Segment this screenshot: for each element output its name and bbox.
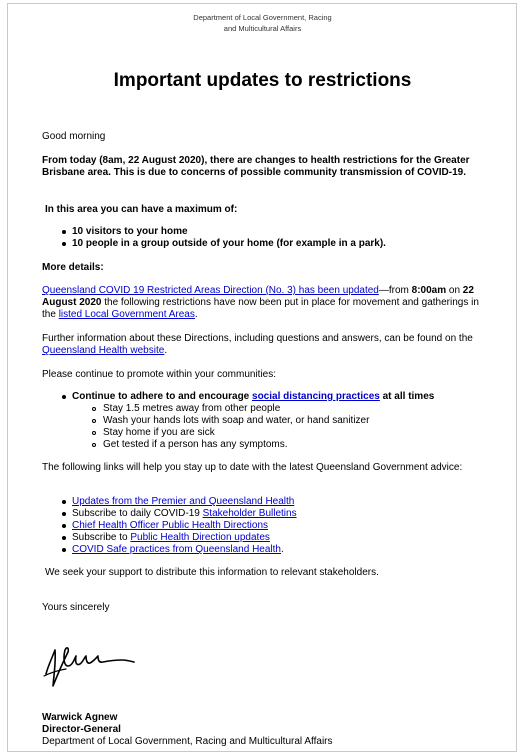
- local-government-areas-link[interactable]: listed Local Government Areas: [58, 309, 195, 320]
- covid-safe-end: .: [280, 544, 284, 555]
- greeting: Good morning: [42, 131, 106, 142]
- links-intro: The following links will help you stay up to date with the latest Queensland Government advice:: [42, 462, 463, 473]
- stakeholder-bulletins-link[interactable]: Stakeholder Bulletins: [202, 508, 297, 519]
- intro-paragraph: From today (8am, 22 August 2020), there are changes to health restrictions for the Greater Brisbane area. This is due to concerns of possible community transmission of COVID-19.: [42, 155, 470, 178]
- direction-on: on: [446, 285, 463, 296]
- bullet-icon: [62, 395, 66, 399]
- queensland-health-website-link[interactable]: Queensland Health website: [42, 345, 165, 356]
- sub-bullet-icon: [92, 419, 96, 423]
- sub-bullet-icon: [92, 443, 96, 447]
- closing: Yours sincerely: [42, 602, 110, 613]
- promote-text: Please continue to promote within your communities:: [42, 369, 277, 380]
- premier-updates-link[interactable]: Updates from the Premier and Queensland Health: [72, 496, 295, 507]
- direction-updated-link[interactable]: Queensland COVID 19 Restricted Areas Direction (No. 3) has been updated: [42, 285, 379, 296]
- department-name-line-1: Department of Local Government, Racing: [193, 13, 332, 22]
- adhere-end: at all times: [379, 391, 435, 402]
- further-info-end: .: [164, 345, 168, 356]
- link-item-premier: [72, 496, 294, 508]
- direction-date: 22 August 2020: [42, 285, 474, 308]
- bullet-icon: [62, 512, 66, 516]
- further-info-text: Further information about these Directions, including questions and answers, can be found on the: [42, 333, 473, 344]
- further-info-paragraph: [42, 333, 487, 357]
- maximum-item-visitors: 10 visitors to your home: [72, 226, 188, 237]
- direction-end: .: [194, 309, 198, 320]
- direction-dash: —from: [378, 285, 409, 296]
- practice-item-distance: Stay 1.5 metres away from other people: [103, 403, 281, 414]
- direction-paragraph: [42, 285, 487, 321]
- subscribe-to-text: Subscribe to: [72, 532, 131, 543]
- more-details-heading: More details:: [42, 262, 104, 273]
- cho-directions-link[interactable]: Chief Health Officer Public Health Directions: [72, 520, 269, 531]
- practice-item-stay-home: Stay home if you are sick: [103, 427, 215, 438]
- practice-item-wash-hands: Wash your hands lots with soap and water, or hand sanitizer: [103, 415, 370, 426]
- practice-item-get-tested: Get tested if a person has any symptoms.: [103, 439, 288, 450]
- direction-updates-link[interactable]: Public Health Direction updates: [130, 532, 270, 543]
- bullet-icon: [62, 230, 66, 234]
- covid-safe-link[interactable]: COVID Safe practices from Queensland Health: [72, 544, 281, 555]
- bullet-icon: [62, 536, 66, 540]
- bullet-icon: [62, 500, 66, 504]
- link-item-cho: [72, 520, 268, 532]
- signatory-name: Warwick Agnew: [42, 712, 118, 723]
- link-item-covid-safe: [72, 544, 284, 556]
- social-distancing-link[interactable]: social distancing practices: [252, 391, 380, 402]
- signatory-department: Department of Local Government, Racing and Multicultural Affairs: [42, 736, 333, 747]
- department-name-line-2: and Multicultural Affairs: [223, 24, 302, 33]
- signature-image: [42, 636, 137, 691]
- adhere-text: Continue to adhere to and encourage: [72, 391, 253, 402]
- direction-text: the following restrictions have now been put in place for movement and gatherings in the: [42, 297, 479, 320]
- sub-bullet-icon: [92, 431, 96, 435]
- support-request: We seek your support to distribute this information to relevant stakeholders.: [45, 567, 379, 578]
- adhere-item: [72, 391, 434, 403]
- signatory-role: Director-General: [42, 724, 121, 735]
- link-item-direction-updates: [72, 532, 270, 544]
- maximum-heading: In this area you can have a maximum of:: [45, 204, 238, 215]
- direction-time: 8:00am: [411, 285, 447, 296]
- bullet-icon: [62, 242, 66, 246]
- bullet-icon: [62, 524, 66, 528]
- bullet-icon: [62, 548, 66, 552]
- maximum-item-group: 10 people in a group outside of your home (for example in a park).: [72, 238, 386, 249]
- subscribe-text: Subscribe to daily COVID-19: [72, 508, 203, 519]
- page-title: Important updates to restrictions: [113, 70, 412, 91]
- sub-bullet-icon: [92, 407, 96, 411]
- link-item-bulletins: [72, 508, 297, 520]
